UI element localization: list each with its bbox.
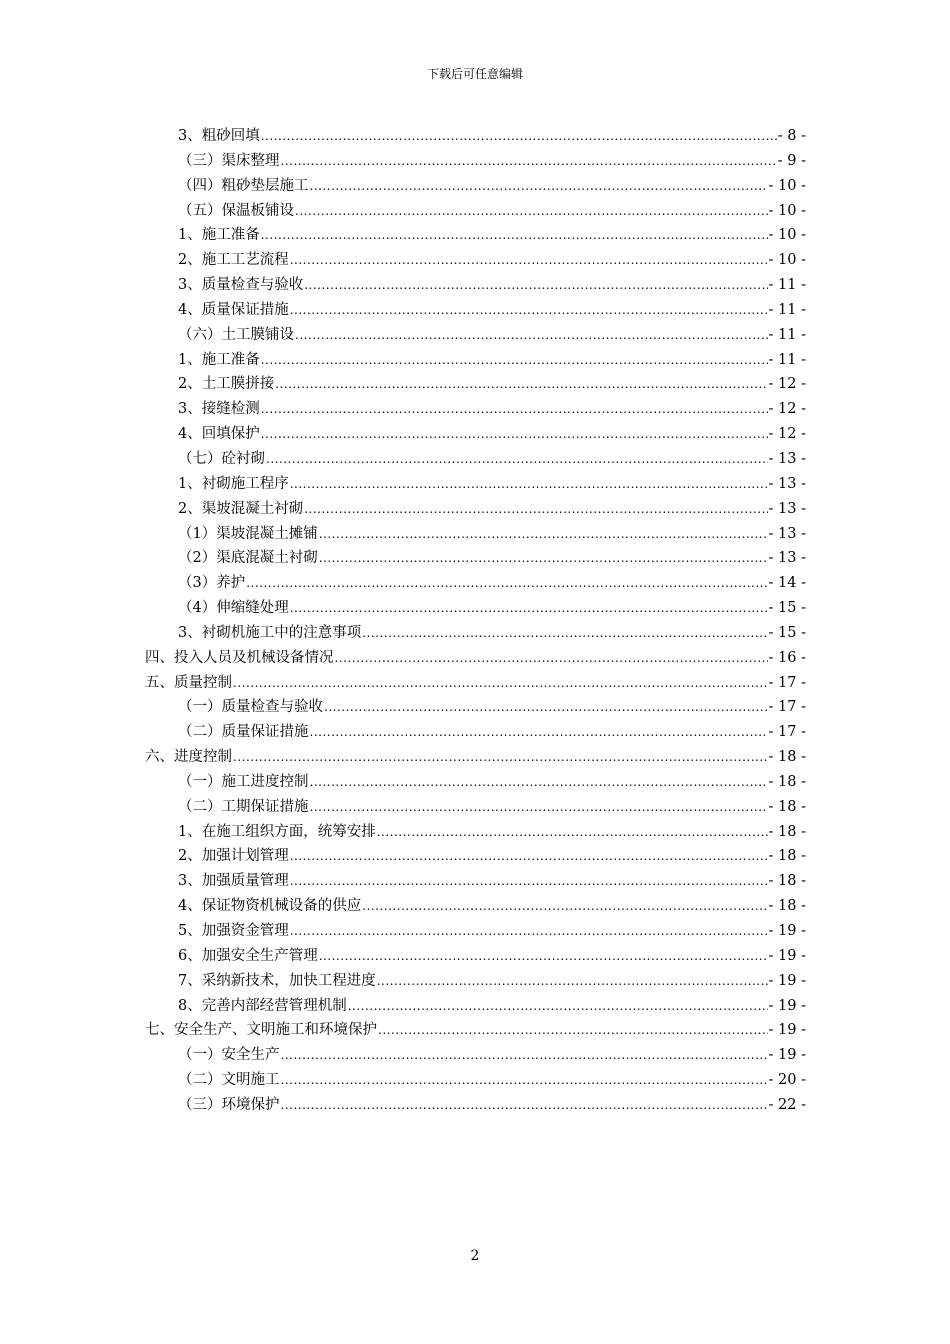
- toc-entry[interactable]: [0, 397, 806, 422]
- toc-entry[interactable]: [0, 695, 806, 720]
- toc-entry-page: - 19 -: [768, 1047, 806, 1064]
- toc-entry[interactable]: [0, 671, 806, 696]
- toc-leader-dots: [319, 546, 768, 571]
- toc-entry-title: 4、回填保护: [178, 426, 260, 443]
- toc-leader-dots: [304, 497, 767, 522]
- toc-entry-page: - 15 -: [768, 624, 806, 641]
- toc-entry-title: （二）文明施工: [178, 1072, 280, 1089]
- toc-entry[interactable]: [0, 894, 806, 919]
- toc-entry[interactable]: [0, 149, 806, 174]
- toc-entry-title: 1、施工准备: [178, 351, 260, 368]
- toc-entry[interactable]: [0, 1043, 806, 1068]
- toc-entry[interactable]: [0, 795, 806, 820]
- toc-entry-title: 1、衬砌施工程序: [178, 475, 289, 492]
- toc-entry-page: - 13 -: [768, 450, 806, 467]
- toc-entry-page: - 19 -: [768, 1022, 806, 1039]
- toc-leader-dots: [261, 124, 777, 149]
- toc-entry[interactable]: [0, 944, 806, 969]
- toc-entry[interactable]: [0, 646, 806, 671]
- toc-leader-dots: [319, 522, 768, 547]
- toc-entry-title: （二）工期保证措施: [178, 798, 309, 815]
- toc-entry-title: 3、接缝检测: [178, 401, 260, 418]
- toc-entry-page: - 20 -: [768, 1072, 806, 1089]
- toc-entry-title: 7、采纳新技术，加快工程进度: [178, 972, 376, 989]
- toc-entry[interactable]: [0, 124, 806, 149]
- toc-entry-title: （1）渠坡混凝土摊铺: [178, 525, 318, 542]
- toc-entry-page: - 13 -: [768, 525, 806, 542]
- toc-leader-dots: [335, 646, 768, 671]
- toc-leader-dots: [261, 348, 768, 373]
- toc-entry-title: 2、渠坡混凝土衬砌: [178, 500, 304, 517]
- toc-entry-title: 1、在施工组织方面，统筹安排: [178, 823, 376, 840]
- toc-entry[interactable]: [0, 522, 806, 547]
- toc-entry-title: 六、进度控制: [145, 749, 232, 766]
- toc-entry-page: - 19 -: [768, 923, 806, 939]
- toc-leader-dots: [266, 447, 768, 472]
- toc-entry-page: - 13 -: [768, 500, 806, 517]
- toc-leader-dots: [281, 1093, 768, 1118]
- toc-entry[interactable]: [0, 273, 806, 298]
- toc-entry-title: （三）渠床整理: [178, 152, 280, 169]
- toc-entry[interactable]: [0, 621, 806, 646]
- toc-leader-dots: [261, 397, 768, 422]
- toc-leader-dots: [290, 596, 768, 621]
- toc-entry[interactable]: [0, 447, 806, 472]
- toc-entry[interactable]: [0, 596, 806, 621]
- toc-leader-dots: [310, 174, 768, 199]
- toc-entry-page: - 11 -: [768, 326, 806, 343]
- toc-leader-dots: [246, 571, 767, 596]
- toc-entry[interactable]: [0, 1093, 806, 1118]
- toc-entry[interactable]: [0, 969, 806, 994]
- toc-leader-dots: [348, 994, 768, 1019]
- toc-entry-page: - 18 -: [768, 823, 806, 840]
- toc-entry[interactable]: [0, 770, 806, 795]
- toc-entry[interactable]: [0, 199, 806, 224]
- toc-leader-dots: [261, 223, 768, 248]
- toc-entry-page: - 19 -: [768, 947, 806, 964]
- toc-entry-page: - 8 -: [777, 128, 806, 144]
- table-of-contents: [0, 124, 950, 1118]
- toc-entry-page: - 9 -: [777, 152, 806, 169]
- toc-entry[interactable]: [0, 472, 806, 497]
- toc-leader-dots: [290, 844, 768, 869]
- toc-entry-title: （4）伸缩缝处理: [178, 600, 289, 617]
- toc-leader-dots: [362, 894, 767, 919]
- toc-entry-page: - 17 -: [768, 724, 806, 741]
- toc-entry[interactable]: [0, 174, 806, 199]
- toc-entry[interactable]: [0, 844, 806, 869]
- toc-entry[interactable]: [0, 298, 806, 323]
- toc-leader-dots: [290, 248, 768, 273]
- toc-entry-title: 3、衬砌机施工中的注意事项: [178, 624, 362, 641]
- toc-entry-title: （2）渠底混凝土衬砌: [178, 550, 318, 567]
- page-number: 2: [470, 1248, 480, 1264]
- toc-leader-dots: [310, 770, 768, 795]
- toc-entry-title: 3、质量检查与验收: [178, 277, 304, 294]
- toc-entry-page: - 18 -: [768, 773, 806, 790]
- toc-leader-dots: [377, 969, 768, 994]
- toc-entry[interactable]: [0, 919, 806, 944]
- toc-entry-page: - 13 -: [768, 475, 806, 492]
- toc-entry-page: - 18 -: [768, 749, 806, 766]
- toc-entry-title: 4、保证物资机械设备的供应: [178, 898, 362, 915]
- toc-entry-title: 2、土工膜拼接: [178, 376, 275, 393]
- toc-entry-page: - 18 -: [768, 873, 806, 890]
- toc-entry-page: - 18 -: [768, 798, 806, 815]
- toc-leader-dots: [310, 720, 768, 745]
- toc-leader-dots: [233, 671, 768, 696]
- toc-entry-title: 2、施工工艺流程: [178, 252, 289, 269]
- page-header: 下载后可任意编辑: [426, 67, 523, 81]
- toc-entry[interactable]: [0, 497, 806, 522]
- toc-entry-page: - 13 -: [768, 550, 806, 567]
- toc-entry-page: - 11 -: [768, 277, 806, 294]
- toc-entry-page: - 17 -: [768, 699, 806, 716]
- toc-entry[interactable]: [0, 820, 806, 845]
- toc-entry-title: 四、投入人员及机械设备情况: [145, 649, 334, 666]
- toc-entry-page: - 14 -: [768, 575, 806, 592]
- toc-entry-page: - 19 -: [768, 972, 806, 989]
- toc-entry[interactable]: [0, 720, 806, 745]
- toc-leader-dots: [290, 298, 768, 323]
- toc-entry-page: - 12 -: [768, 426, 806, 443]
- toc-entry-title: 五、质量控制: [145, 674, 232, 691]
- toc-entry-title: 2、加强计划管理: [178, 848, 289, 865]
- toc-entry[interactable]: [0, 348, 806, 373]
- toc-entry-page: - 12 -: [768, 376, 806, 393]
- toc-leader-dots: [275, 372, 767, 397]
- toc-entry-title: （六）土工膜铺设: [178, 326, 294, 343]
- toc-entry[interactable]: [0, 223, 806, 248]
- toc-entry-title: 6、加强安全生产管理: [178, 947, 318, 964]
- toc-entry-title: （四）粗砂垫层施工: [178, 177, 309, 194]
- toc-entry-page: - 22 -: [768, 1096, 806, 1113]
- toc-entry[interactable]: [0, 571, 806, 596]
- toc-leader-dots: [281, 1043, 768, 1068]
- toc-entry-page: - 10 -: [768, 227, 806, 244]
- toc-entry-title: 5、加强资金管理: [178, 923, 289, 939]
- toc-entry[interactable]: [0, 1018, 806, 1043]
- toc-leader-dots: [304, 273, 767, 298]
- toc-leader-dots: [319, 944, 768, 969]
- toc-leader-dots: [377, 820, 768, 845]
- toc-entry[interactable]: [0, 248, 806, 273]
- toc-entry-title: （二）质量保证措施: [178, 724, 309, 741]
- toc-leader-dots: [290, 919, 768, 944]
- toc-entry[interactable]: [0, 745, 806, 770]
- toc-leader-dots: [362, 621, 767, 646]
- toc-leader-dots: [310, 795, 768, 820]
- toc-entry-title: 七、安全生产、文明施工和环境保护: [145, 1022, 377, 1039]
- toc-leader-dots: [290, 472, 768, 497]
- toc-entry[interactable]: [0, 994, 806, 1019]
- toc-entry-page: - 11 -: [768, 301, 806, 318]
- toc-leader-dots: [233, 745, 768, 770]
- toc-entry-title: （三）环境保护: [178, 1096, 280, 1113]
- toc-entry-title: 8、完善内部经营管理机制: [178, 997, 347, 1014]
- toc-entry-page: - 16 -: [768, 649, 806, 666]
- toc-entry-page: - 11 -: [768, 351, 806, 368]
- toc-entry-title: （3）养护: [178, 575, 246, 592]
- toc-entry[interactable]: [0, 372, 806, 397]
- toc-entry-title: （一）质量检查与验收: [178, 699, 323, 716]
- toc-entry-title: （一）施工进度控制: [178, 773, 309, 790]
- toc-entry-title: 4、质量保证措施: [178, 301, 289, 318]
- toc-entry[interactable]: [0, 323, 806, 348]
- toc-entry-page: - 15 -: [768, 600, 806, 617]
- toc-entry[interactable]: [0, 869, 806, 894]
- toc-entry-page: - 18 -: [768, 898, 806, 915]
- toc-leader-dots: [261, 422, 768, 447]
- toc-entry-title: 3、加强质量管理: [178, 873, 289, 890]
- toc-entry-title: 3、粗砂回填: [178, 128, 260, 144]
- toc-entry-page: - 17 -: [768, 674, 806, 691]
- toc-entry-page: - 19 -: [768, 997, 806, 1014]
- toc-leader-dots: [281, 149, 777, 174]
- toc-leader-dots: [295, 323, 768, 348]
- toc-entry-page: - 10 -: [768, 202, 806, 219]
- toc-leader-dots: [295, 199, 768, 224]
- toc-leader-dots: [324, 695, 768, 720]
- toc-leader-dots: [290, 869, 768, 894]
- toc-entry-page: - 18 -: [768, 848, 806, 865]
- toc-entry[interactable]: [0, 422, 806, 447]
- toc-entry[interactable]: [0, 546, 806, 571]
- toc-entry-title: （五）保温板铺设: [178, 202, 294, 219]
- toc-entry-page: - 12 -: [768, 401, 806, 418]
- toc-entry[interactable]: [0, 1068, 806, 1093]
- toc-entry-page: - 10 -: [768, 252, 806, 269]
- toc-entry-title: 1、施工准备: [178, 227, 260, 244]
- toc-leader-dots: [378, 1018, 768, 1043]
- toc-entry-title: （七）砼衬砌: [178, 450, 265, 467]
- toc-entry-page: - 10 -: [768, 177, 806, 194]
- toc-entry-title: （一）安全生产: [178, 1047, 280, 1064]
- toc-leader-dots: [281, 1068, 768, 1093]
